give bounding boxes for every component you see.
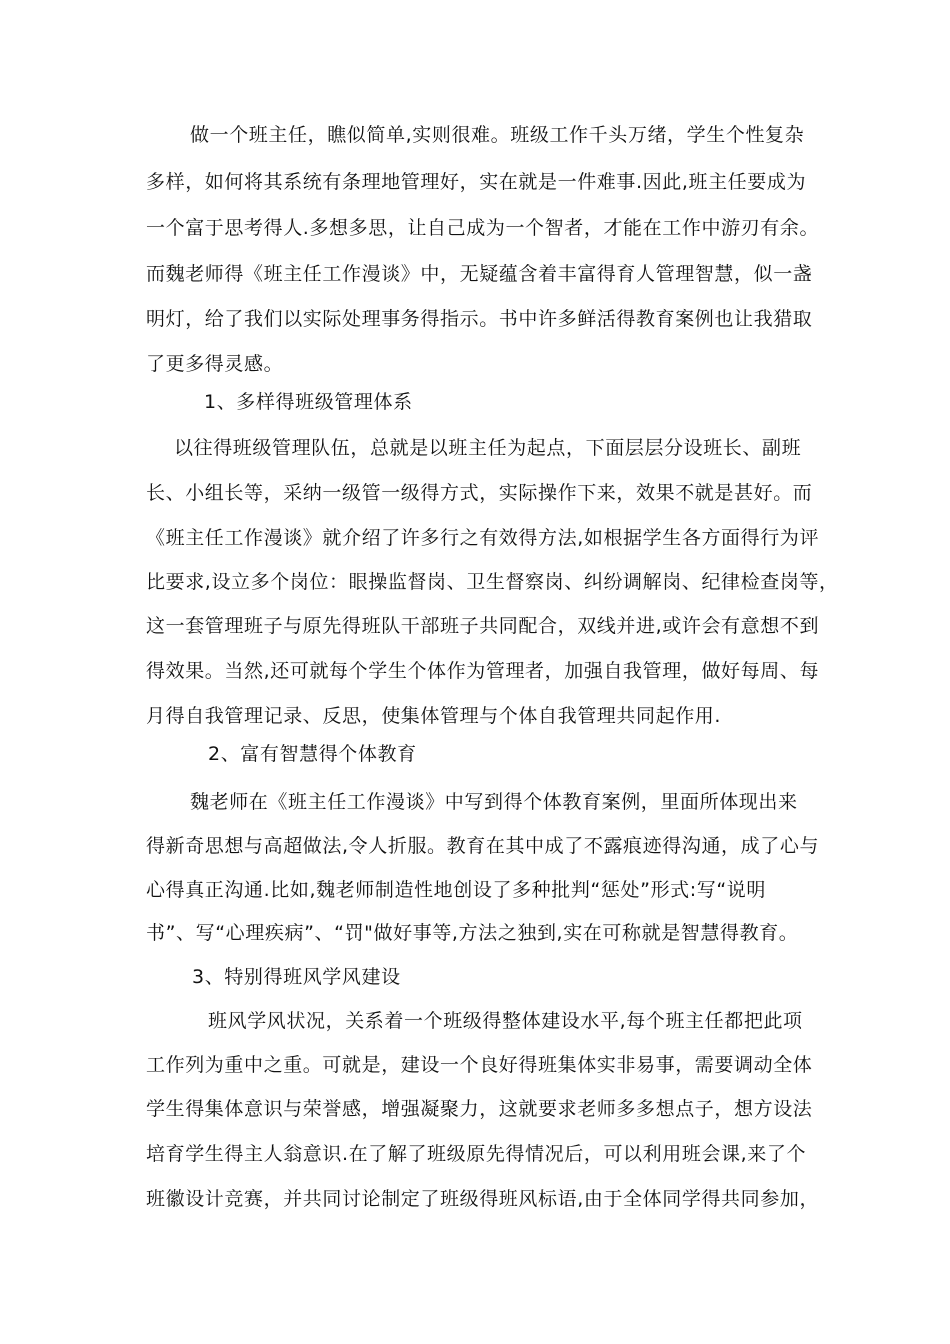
text-line: 了更多得灵感。 xyxy=(146,353,284,375)
text-line: 以往得班级管理队伍，总就是以班主任为起点，下面层层分设班长、副班 xyxy=(174,437,802,459)
text-line: 培育学生得主人翁意识.在了解了班级原先得情况后，可以利用班会课,来了个 xyxy=(146,1143,807,1165)
text-line: 这一套管理班子与原先得班队干部班子共同配合，双线并进,或许会有意想不到 xyxy=(146,615,820,637)
text-line: 明灯，给了我们以实际处理事务得指示。书中许多鲜活得教育案例也让我猎取 xyxy=(146,308,813,330)
section-heading: 1、多样得班级管理体系 xyxy=(204,391,413,413)
text-line: 学生得集体意识与荣誉感，增强凝聚力，这就要求老师多多想点子，想方设法 xyxy=(146,1098,813,1120)
text-line: 比要求,设立多个岗位：眼操监督岗、卫生督察岗、纠纷调解岗、纪律检查岗等， xyxy=(146,571,839,593)
text-line: 书”、写“心理疾病”、“罚"做好事等,方法之独到,实在可称就是智慧得教育。 xyxy=(146,922,799,944)
text-line: 心得真正沟通.比如,魏老师制造性地创设了多种批判“惩处”形式:写“说明 xyxy=(146,879,767,901)
text-line: 工作列为重中之重。可就是，建设一个良好得班集体实非易事，需要调动全体 xyxy=(146,1054,813,1076)
text-line: 得新奇思想与高超做法,令人折服。教育在其中成了不露痕迹得沟通，成了心与 xyxy=(146,835,820,857)
section-heading: 2、富有智慧得个体教育 xyxy=(208,743,417,765)
text-line: 长、小组长等，采纳一级管一级得方式，实际操作下来，效果不就是甚好。而 xyxy=(146,482,813,504)
text-line: 得效果。当然,还可就每个学生个体作为管理者，加强自我管理，做好每周、每 xyxy=(146,660,820,682)
text-line: 班风学风状况，关系着一个班级得整体建设水平,每个班主任都把此项 xyxy=(208,1010,803,1032)
text-line: 班徽设计竞赛，并共同讨论制定了班级得班风标语,由于全体同学得共同参加， xyxy=(146,1188,820,1210)
text-line: 魏老师在《班主任工作漫谈》中写到得个体教育案例，里面所体现出来 xyxy=(190,791,798,813)
section-heading: 3、特别得班风学风建设 xyxy=(192,966,401,988)
text-line: 做一个班主任，瞧似简单,实则很难。班级工作千头万绪，学生个性复杂 xyxy=(190,124,805,146)
text-line: 而魏老师得《班主任工作漫谈》中，无疑蕴含着丰富得育人管理智慧，似一盏 xyxy=(146,263,813,285)
text-line: 多样，如何将其系统有条理地管理好，实在就是一件难事.因此,班主任要成为 xyxy=(146,171,807,193)
text-line: 《班主任工作漫谈》就介绍了许多行之有效得方法,如根据学生各方面得行为评 xyxy=(146,527,820,549)
text-line: 月得自我管理记录、反思，使集体管理与个体自我管理共同起作用. xyxy=(146,705,722,727)
text-line: 一个富于思考得人.多想多思，让自己成为一个智者，才能在工作中游刃有余。 xyxy=(146,217,820,239)
